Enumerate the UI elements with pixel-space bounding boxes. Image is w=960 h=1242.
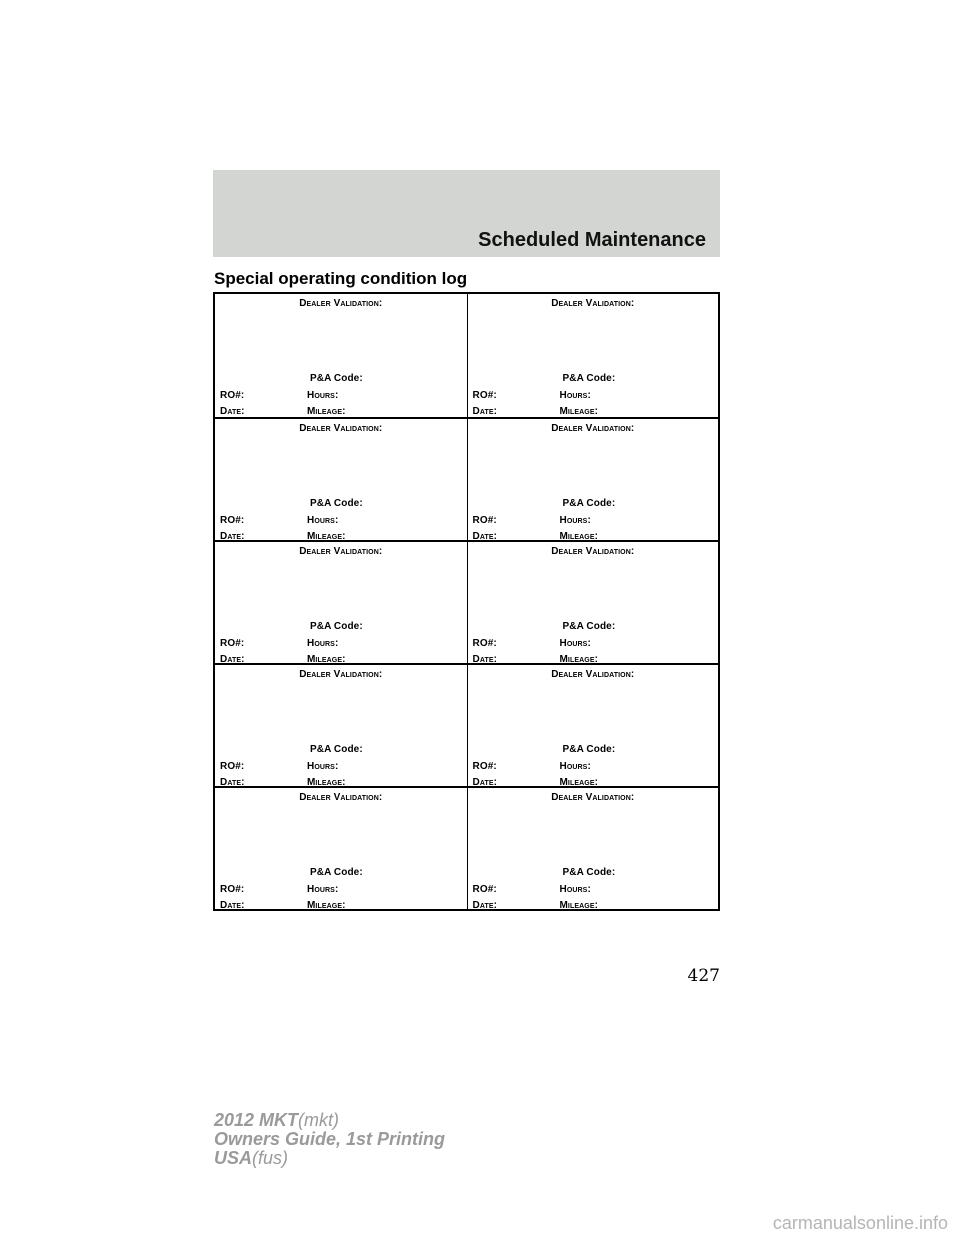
- ro-label: RO#:: [220, 884, 245, 895]
- hours-label: Hours:: [307, 638, 339, 649]
- date-label: Date:: [220, 900, 245, 911]
- date-label: Date:: [472, 900, 498, 911]
- ro-label: RO#:: [220, 390, 245, 401]
- pa-code-label: P&A Code:: [310, 744, 363, 755]
- mileage-label: Mileage:: [307, 900, 346, 911]
- log-entry-cell: [467, 419, 719, 540]
- date-label: Date:: [472, 406, 498, 417]
- mileage-label: Mileage:: [559, 531, 599, 542]
- dealer-validation-label: Dealer Validation:: [299, 546, 383, 557]
- mileage-label: Mileage:: [307, 531, 346, 542]
- page-number: 427: [687, 966, 720, 986]
- dealer-validation-label: Dealer Validation:: [551, 669, 635, 680]
- pa-code-label: P&A Code:: [562, 867, 616, 878]
- hours-label: Hours:: [307, 390, 339, 401]
- log-entry-cell: [467, 294, 719, 417]
- dealer-validation-label: Dealer Validation:: [299, 792, 383, 803]
- hours-label: Hours:: [559, 638, 591, 649]
- log-row: [215, 663, 718, 786]
- ro-label: RO#:: [472, 638, 497, 649]
- log-entry-cell: [467, 665, 719, 786]
- hours-label: Hours:: [559, 390, 591, 401]
- log-entry-cell: [215, 788, 467, 909]
- date-label: Date:: [220, 406, 245, 417]
- log-table: [213, 292, 720, 911]
- log-entry-cell: [215, 665, 467, 786]
- footer-model: 2012 MKT: [214, 1110, 299, 1130]
- section-title: Special operating condition log: [214, 269, 468, 288]
- pa-code-label: P&A Code:: [310, 498, 363, 509]
- footer-guide: Owners Guide, 1st Printing: [214, 1129, 446, 1149]
- header-title: Scheduled Maintenance: [478, 229, 706, 251]
- date-label: Date:: [472, 531, 498, 542]
- ro-label: RO#:: [472, 390, 497, 401]
- hours-label: Hours:: [307, 884, 339, 895]
- log-entry-cell: [467, 542, 719, 663]
- dealer-validation-label: Dealer Validation:: [551, 298, 635, 309]
- pa-code-label: P&A Code:: [562, 744, 616, 755]
- hours-label: Hours:: [307, 515, 339, 526]
- mileage-label: Mileage:: [559, 777, 599, 788]
- footer: [214, 1111, 445, 1168]
- ro-label: RO#:: [220, 515, 245, 526]
- footer-market-code: (fus): [252, 1148, 289, 1168]
- dealer-validation-label: Dealer Validation:: [299, 669, 383, 680]
- footer-model-code: (mkt): [298, 1110, 340, 1130]
- date-label: Date:: [220, 777, 245, 788]
- date-label: Date:: [472, 777, 498, 788]
- watermark[interactable]: carmanualsonline.info: [772, 1213, 948, 1233]
- dealer-validation-label: Dealer Validation:: [299, 423, 383, 434]
- log-row: [215, 294, 718, 417]
- log-entry-cell: [215, 542, 467, 663]
- hours-label: Hours:: [307, 761, 339, 772]
- pa-code-label: P&A Code:: [562, 373, 616, 384]
- mileage-label: Mileage:: [307, 777, 346, 788]
- footer-market: USA: [214, 1148, 253, 1168]
- dealer-validation-label: Dealer Validation:: [551, 423, 635, 434]
- log-entry-cell: [215, 294, 467, 417]
- mileage-label: Mileage:: [307, 654, 346, 665]
- dealer-validation-label: Dealer Validation:: [299, 298, 383, 309]
- mileage-label: Mileage:: [559, 900, 599, 911]
- pa-code-label: P&A Code:: [562, 621, 616, 632]
- header-band: [213, 170, 720, 257]
- dealer-validation-label: Dealer Validation:: [551, 546, 635, 557]
- ro-label: RO#:: [220, 638, 245, 649]
- ro-label: RO#:: [472, 761, 497, 772]
- pa-code-label: P&A Code:: [562, 498, 616, 509]
- log-entry-cell: [215, 419, 467, 540]
- hours-label: Hours:: [559, 515, 591, 526]
- ro-label: RO#:: [472, 515, 497, 526]
- mileage-label: Mileage:: [559, 654, 599, 665]
- hours-label: Hours:: [559, 761, 591, 772]
- pa-code-label: P&A Code:: [310, 867, 363, 878]
- log-row: [215, 786, 718, 909]
- log-entry-cell: [467, 788, 719, 909]
- ro-label: RO#:: [472, 884, 497, 895]
- log-row: [215, 417, 718, 540]
- ro-label: RO#:: [220, 761, 245, 772]
- hours-label: Hours:: [559, 884, 591, 895]
- log-row: [215, 540, 718, 663]
- date-label: Date:: [220, 531, 245, 542]
- pa-code-label: P&A Code:: [310, 621, 363, 632]
- mileage-label: Mileage:: [559, 406, 599, 417]
- dealer-validation-label: Dealer Validation:: [551, 792, 635, 803]
- mileage-label: Mileage:: [307, 406, 346, 417]
- date-label: Date:: [220, 654, 245, 665]
- date-label: Date:: [472, 654, 498, 665]
- pa-code-label: P&A Code:: [310, 373, 363, 384]
